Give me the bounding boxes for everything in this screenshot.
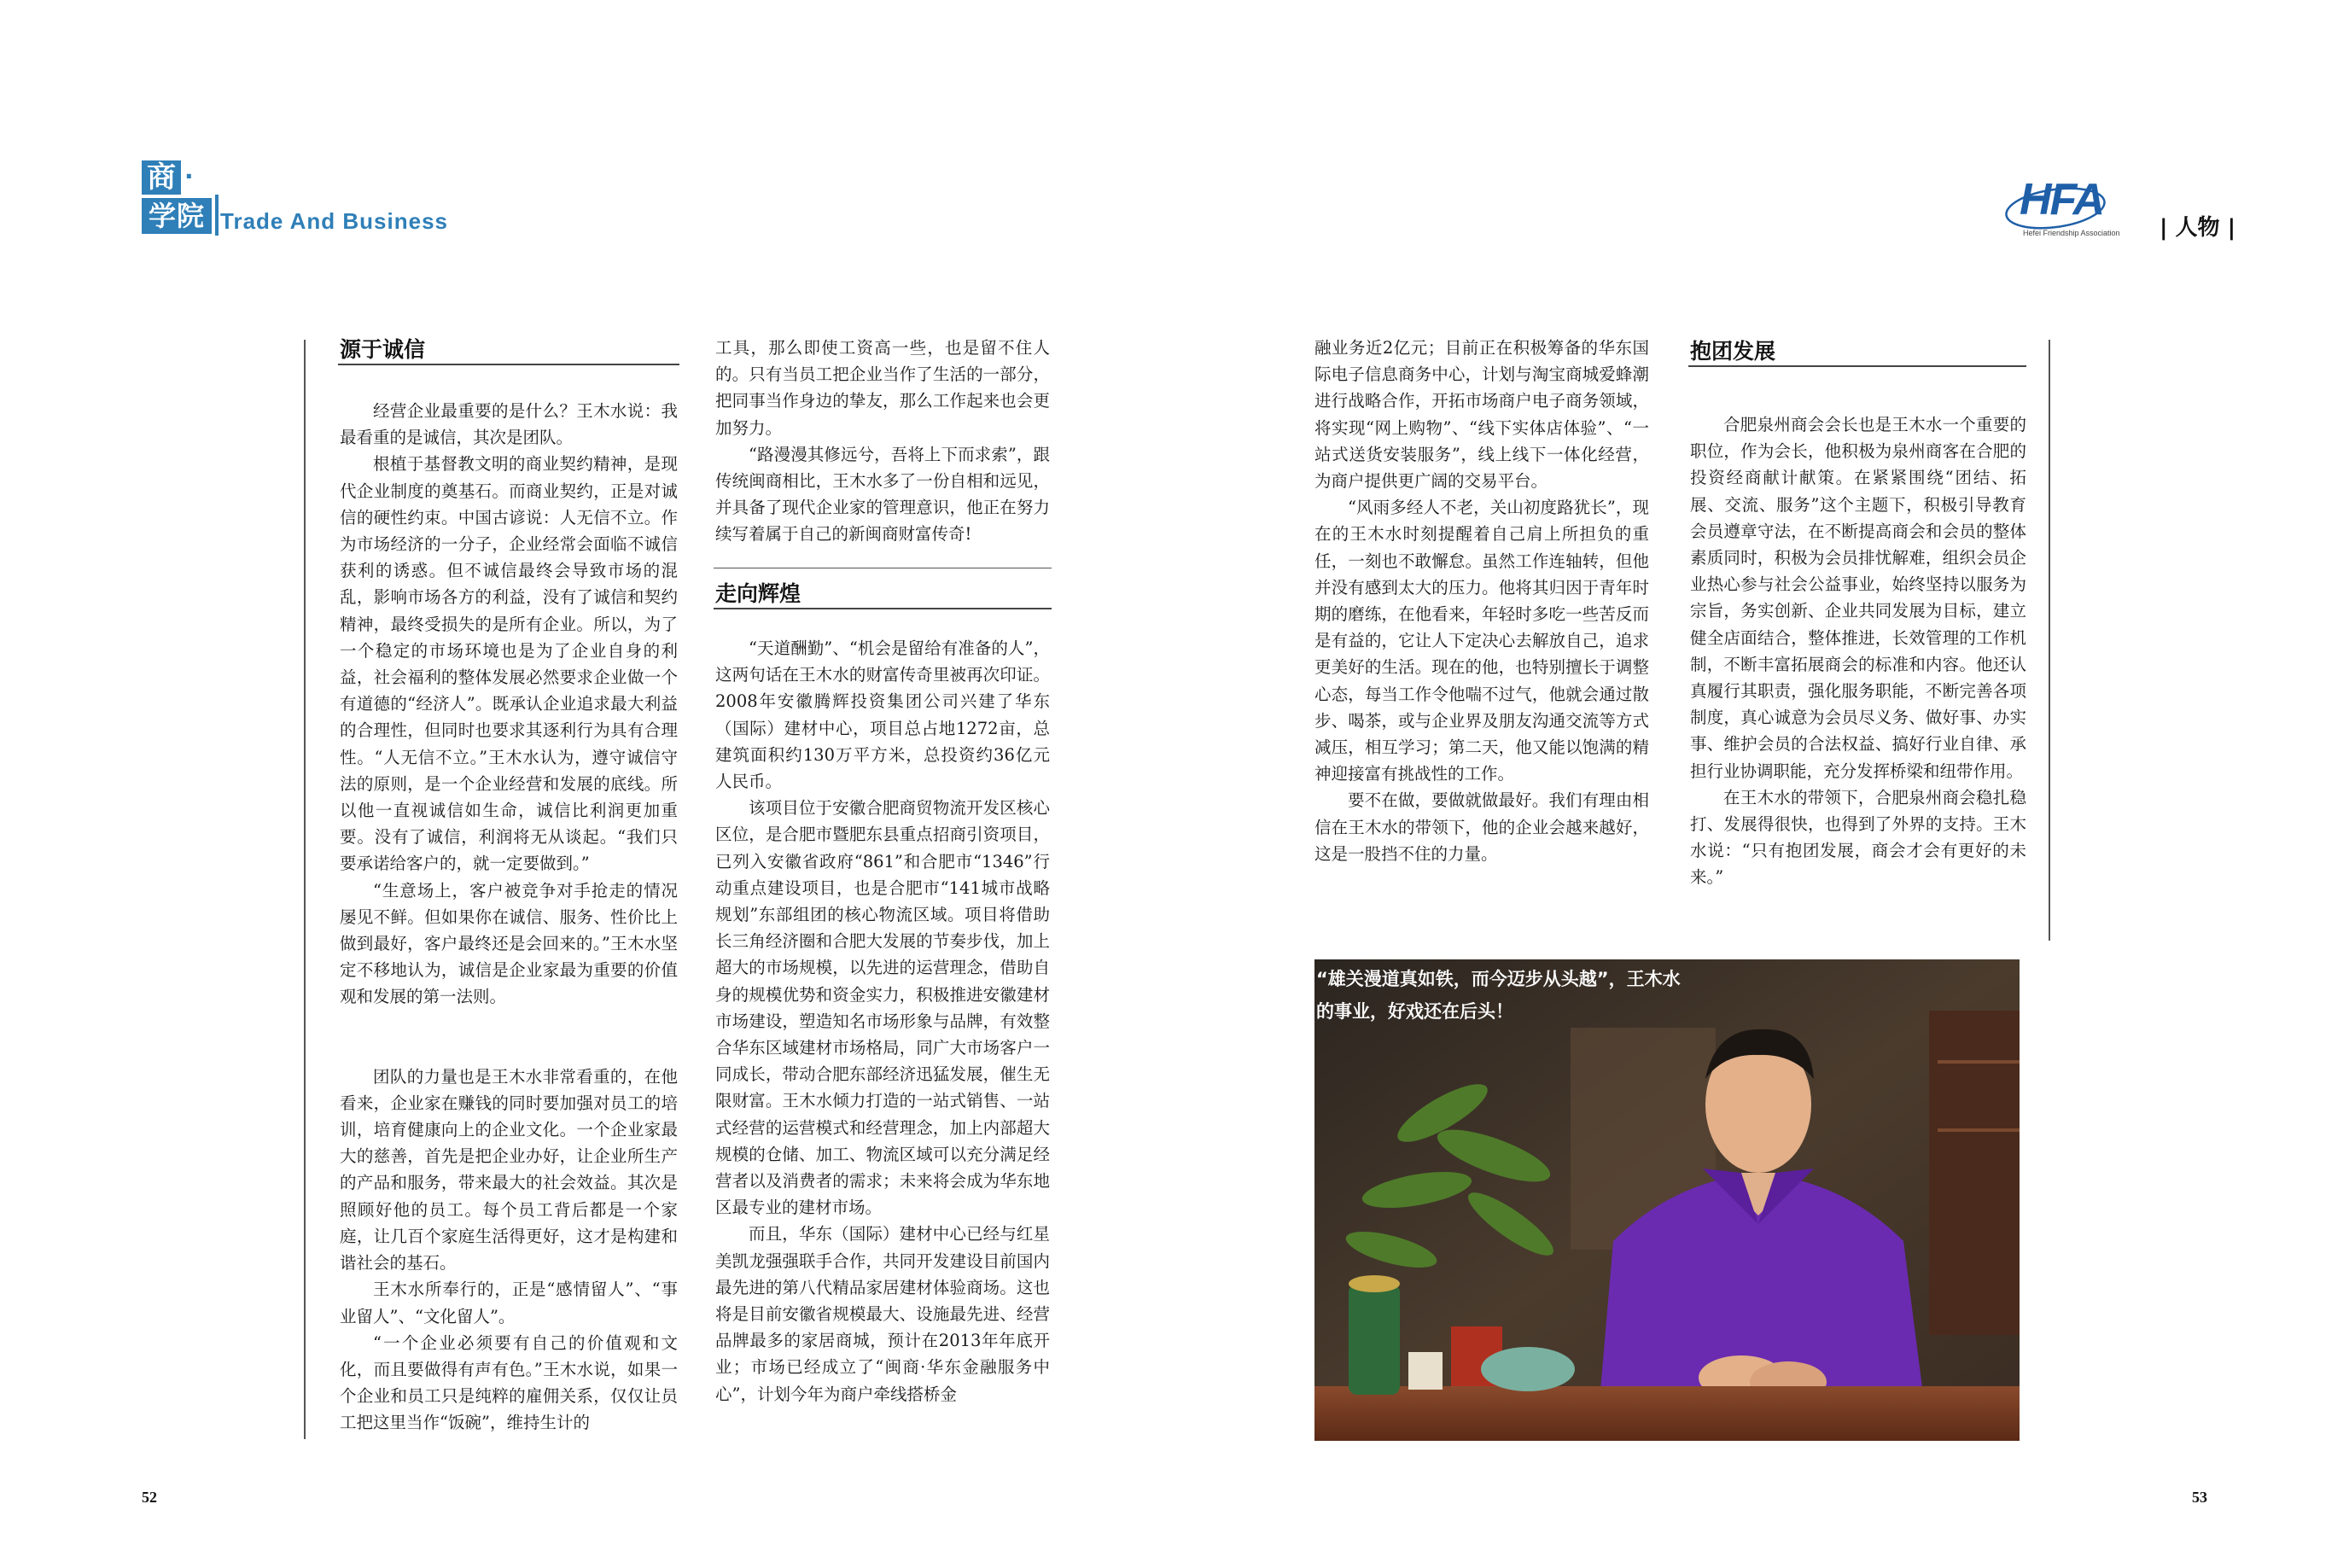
column-right-rule [2049,340,2050,941]
logo-char-shang: 商 [142,160,181,195]
heading-rule-2 [714,608,1052,609]
paragraph: 该项目位于安徽合肥商贸物流开发区核心区位，是合肥市暨肥东县重点招商引资项目，已列入安徽省政府“861”和合肥市“1346”行动重点建设项目，也是合肥市“141城市战略规划”东部组团的核心物流区域。项目将借助长三角经济圈和合肥大发展的节奏步伐，加上超大的市场规模，以先进的运营理念，借助自身的规模优势和资金实力，积极推进安徽建材市场建设，塑造知名市场形象与品牌，有效整合华东区域建材市场格局，同广大市场客户一同成长，带动合肥东部经济迅猛发展，催生无限财富。王木水倾力打造的一站式销售、一站式经营的运营模式和经营理念，加上内部超大规模的仓储、加工、物流区域可以充分满足经营者以及消费者的需求；未来将会成为华东地区最专业的建材市场。 [715,798,1050,1218]
column-1 [340,398,678,1437]
column-4 [1690,411,2026,891]
logo-dot: · [184,162,194,190]
paragraph: 在王木水的带领下，合肥泉州商会稳扎稳打、发展得很快，也得到了外界的支持。王木水说：“只有抱团发展，商会才会有更好的未来。” [1690,787,2026,888]
heading-rule-3 [1688,365,2026,367]
paragraph: 团队的力量也是王木水非常看重的，在他看来，企业家在赚钱的同时要加强对员工的培训，培育健康向上的企业文化。一个企业家最大的慈善，首先是把企业办好，让企业所生产的产品和服务，带来最大的社会效益。其次是照顾好他的员工。每个员工背后都是一个家庭，让几百个家庭生活得更好，这才是构建和谐社会的基石。 [340,1066,678,1274]
caption-line-1: “雄关漫道真如铁，而今迈步从头越”，王木水 [1316,969,1681,989]
heading-yuanyu-chengxin: 源于诚信 [340,337,426,362]
page-number-right: 53 [2192,1489,2207,1506]
paragraph: “风雨多经人不老，关山初度路犹长”，现在的王木水时刻提醒着自己肩上所担负的重任，一刻也不敢懈怠。虽然工作连轴转，但他并没有感到太大的压力。他将其归因于青年时期的磨练，在他看来，年轻时多吃一些苦反而是有益的，它让人下定决心去解放自己，追求更美好的生活。现在的他，也特别擅长于调整心态，每当工作令他喘不过气，他就会通过散步、喝茶，或与企业界及朋友沟通交流等方式减压，相互学习；第二天，他又能以饱满的精神迎接富有挑战性的工作。 [1314,498,1649,784]
section-title: Trade And Business [220,208,448,234]
heading-rule-1 [338,364,679,365]
category-tag: | 人物 | [2160,215,2236,241]
hfa-logo-subtitle: Hefei Friendship Association [2023,229,2120,237]
paragraph: 合肥泉州商会会长也是王木水一个重要的职位，作为会长，他积极为泉州商客在合肥的投资经商献计献策。在紧紧围绕“团结、拓展、交流、服务”这个主题下，积极引导教育会员遵章守法，在不断提高商会和会员的整体素质同时，积极为会员排忧解难，组织会员企业热心参与社会公益事业，始终坚持以服务为宗旨，务实创新、企业共同发展为目标，建立健全店面结合，整体推进，长效管理的工作机制，不断丰富拓展商会的标准和内容。他还认真履行其职责，强化服务职能，不断完善各项制度，真心诚意为会员尽义务、做好事、办实事、维护会员的合法权益、搞好行业自律、承担行业协调职能，充分发挥桥梁和纽带作用。 [1690,415,2026,781]
heading-zouxiang-huihuang: 走向辉煌 [715,581,801,606]
column-2-top [715,335,1050,548]
section-logo [142,160,212,234]
caption-line-2: 的事业，好戏还在后头！ [1316,1001,1513,1022]
paragraph: 经营企业最重要的是什么？王木水说：我最看重的是诚信，其次是团队。 [340,401,678,448]
paragraph: 要不在做，要做就做最好。我们有理由相信在王木水的带领下，他的企业会越来越好，这是一股挡不住的力量。 [1314,790,1649,864]
heading-baotuan-fazhan: 抱团发展 [1690,339,1776,364]
column-3 [1314,335,1649,867]
paragraph: “天道酬勤”、“机会是留给有准备的人”，这两句话在王木水的财富传奇里被再次印证。2008年安徽腾辉投资集团公司兴建了华东（国际）建材中心，项目总占地1272亩，总建筑面积约130万平方米，总投资约36亿元人民币。 [715,638,1050,792]
paragraph: 王木水所奉行的，正是“感情留人”、“事业留人”、“文化留人”。 [340,1279,678,1326]
paragraph: 融业务近2亿元；目前正在积极筹备的华东国际电子信息商务中心，计划与淘宝商城爱蜂潮进行战略合作，开拓市场商户电子商务领域，将实现“网上购物”、“线下实体店体验”、“一站式送货安装服务”，线上线下一体化经营，为商户提供更广阔的交易平台。 [1314,338,1649,492]
paragraph: “生意场上，客户被竞争对手抢走的情况屡见不鲜。但如果你在诚信、服务、性价比上做到最好，客户最终还是会回来的。”王木水坚定不移地认为，诚信是企业家最为重要的价值观和发展的第一法则。 [340,880,678,1007]
paragraph: 根植于基督教文明的商业契约精神，是现代企业制度的奠基石。而商业契约，正是对诚信的硬性约束。中国古谚说：人无信不立。作为市场经济的一分子，企业经常会面临不诚信获利的诱惑。但不诚信最终会导致市场的混乱，影响市场各方的利益，没有了诚信和契约精神，最终受损失的是所有企业。所以，为了一个稳定的市场环境也是为了企业自身的利益，社会福利的整体发展必然要求企业做一个有道德的“经济人”。既承认企业追求最大利益的合理性，但同时也要求其逐利行为具有合理性。“人无信不立。”王木水认为，遵守诚信守法的原则，是一个企业经营和发展的底线。所以他一直视诚信如生命，诚信比利润更加重要。没有了诚信，利润将无从谈起。“我们只要承诺给客户的，就一定要做到。” [340,454,678,874]
logo-divider [215,195,219,236]
paragraph: 而且，华东（国际）建材中心已经与红星美凯龙强强联手合作，共同开发建设目前国内最先进的第八代精品家居建材体验商场。这也将是目前安徽省规模最大、设施最先进、经营品牌最多的家居商城，预计在2013年年底开业；市场已经成立了“闽商·华东金融服务中心”，计划今年为商户牵线搭桥金 [715,1224,1050,1404]
photo-caption [1316,963,2016,1028]
paragraph: “一个企业必须要有自己的价值观和文化，而且要做得有声有色。”王木水说，如果一个企业和员工只是纯粹的雇佣关系，仅仅让员工把这里当作“饭碗”，维持生计的 [340,1332,678,1433]
paragraph: “路漫漫其修远兮，吾将上下而求索”，跟传统闽商相比，王木水多了一份自相和远见，并具备了现代企业家的管理意识，他正在努力续写着属于自己的新闽商财富传奇! [715,444,1050,545]
portrait-illustration [1314,959,2020,1441]
column-left-rule [304,340,306,1439]
portrait-photo [1314,959,2020,1441]
column-2-bottom [715,635,1050,1408]
page-number-left: 52 [142,1489,157,1506]
logo-char-xueyuan: 学院 [142,198,212,234]
paragraph: 工具，那么即使工资高一些，也是留不住人的。只有当员工把企业当作了生活的一部分，把同事当作身边的挚友，那么工作起来也会更加努力。 [715,338,1050,438]
hfa-logo-text: HFA [2020,175,2103,224]
